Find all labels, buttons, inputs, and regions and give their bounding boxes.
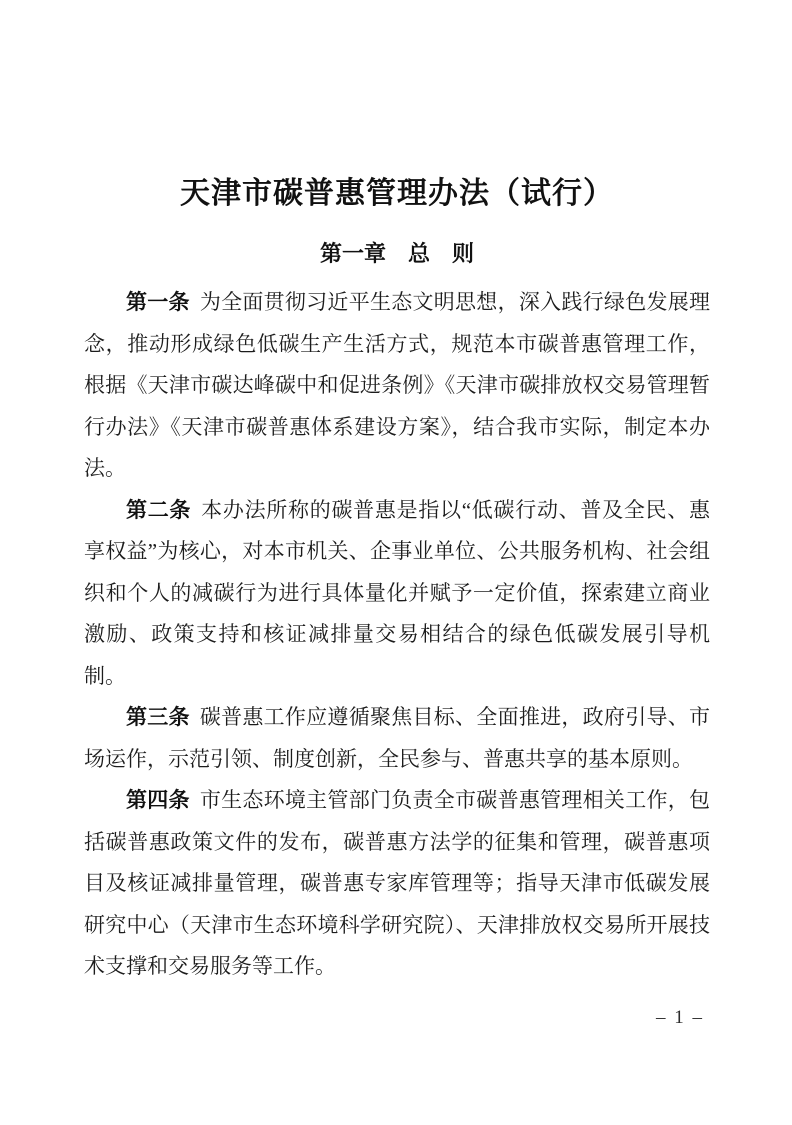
article-4-text: 市生态环境主管部门负责全市碳普惠管理相关工作，包括碳普惠政策文件的发布，碳普惠方法学的征集和管理，碳普惠项目及核证减排量管理，碳普惠专家库管理等；指导天津市低碳发展研究中心（天津市生态环境科学研究院）、天津排放权交易所开展技术支撑和交易服务等工作。 xyxy=(84,788,711,978)
article-paragraph-3 xyxy=(84,697,710,780)
article-1-label: 第一条 xyxy=(126,290,190,314)
article-paragraph-2 xyxy=(84,490,710,698)
document-body xyxy=(84,282,710,988)
chapter-heading: 第一章 总 则 xyxy=(319,241,474,266)
article-2-label: 第二条 xyxy=(126,497,192,522)
article-1-text: 为全面贯彻习近平生态文明思想，深入践行绿色发展理念，推动形成绿色低碳生产生活方式，规范本市碳普惠管理工作，根据《天津市碳达峰碳中和促进条例》《天津市碳排放权交易管理暂行办法》《天津市碳普惠体系建设方案》，结合我市实际，制定本办法。 xyxy=(84,290,711,480)
article-2-text: 本办法所称的碳普惠是指以“低碳行动、普及全民、惠享权益”为核心，对本市机关、企事业单位、公共服务机构、社会组织和个人的减碳行为进行具体量化并赋予一定价值，探索建立商业激励、政策支持和核证减排量交易相结合的绿色低碳发展引导机制。 xyxy=(84,497,710,688)
article-paragraph-1 xyxy=(84,282,710,490)
article-4-label: 第四条 xyxy=(126,788,190,812)
page-number: – 1 – xyxy=(656,1007,704,1028)
article-paragraph-4 xyxy=(84,780,710,988)
article-3-text: 碳普惠工作应遵循聚焦目标、全面推进，政府引导、市场运作，示范引领、制度创新，全民参与、普惠共享的基本原则。 xyxy=(84,705,711,771)
document-content xyxy=(84,176,710,988)
article-3-label: 第三条 xyxy=(126,705,190,729)
document-title: 天津市碳普惠管理办法（试行） xyxy=(180,177,614,210)
